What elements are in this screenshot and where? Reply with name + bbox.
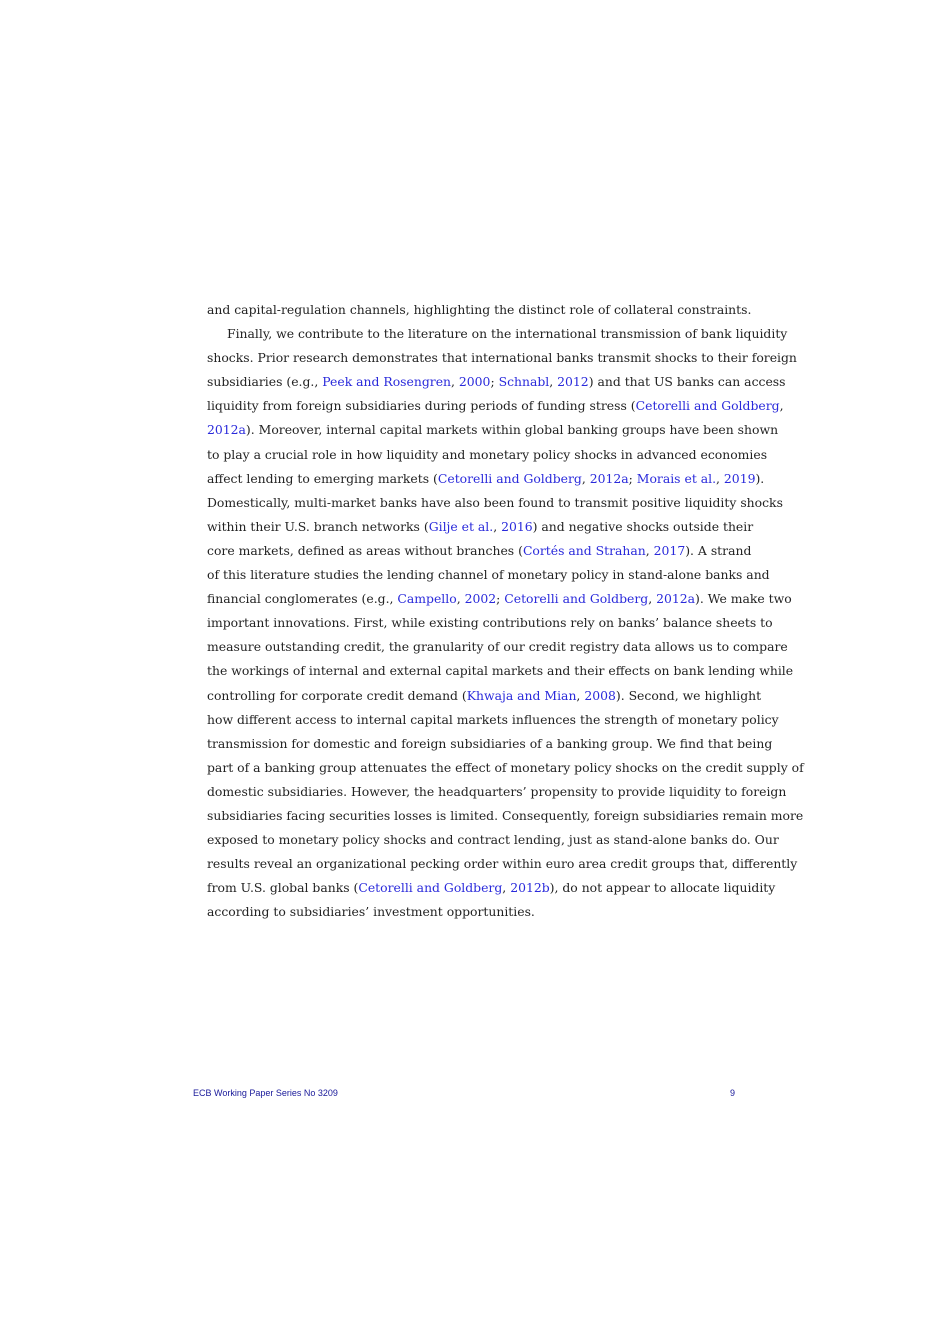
citation-link[interactable]: Cortés and Strahan bbox=[522, 542, 646, 558]
text-run: part of a banking group attenuates the effect of monetary policy shocks on the credit supply of bbox=[207, 759, 804, 775]
text-line bbox=[207, 780, 787, 804]
text-line bbox=[207, 852, 798, 876]
text-run: ; bbox=[496, 591, 505, 607]
text-run: ). Moreover, internal capital markets within global banking groups have been shown bbox=[245, 422, 779, 438]
text-run: liquidity from foreign subsidiaries during periods of funding stress ( bbox=[207, 398, 636, 414]
text-run: Domestically, multi-market banks have also been found to transmit positive liquidity shocks bbox=[207, 494, 783, 510]
text-line bbox=[207, 370, 786, 394]
page-number: 9 bbox=[729, 1088, 735, 1098]
citation-link[interactable]: 2012a bbox=[589, 470, 629, 486]
text-run: from U.S. global banks ( bbox=[207, 880, 359, 896]
text-line bbox=[207, 491, 783, 515]
text-run: and capital-regulation channels, highlighting the distinct role of collateral constraints. bbox=[207, 302, 752, 317]
citation-link[interactable]: Gilje et al. bbox=[428, 518, 494, 534]
text-run: core markets, defined as areas without branches ( bbox=[207, 542, 523, 558]
text-run: , bbox=[779, 398, 784, 414]
citation-link[interactable]: Cetorelli and Goldberg bbox=[437, 470, 582, 486]
citation-link[interactable]: Cetorelli and Goldberg bbox=[635, 398, 780, 414]
text-run: ) and negative shocks outside their bbox=[532, 518, 754, 534]
text-run: shocks. Prior research demonstrates that international banks transmit shocks to their foreign bbox=[207, 350, 797, 366]
citation-link[interactable]: 2012 bbox=[557, 374, 589, 390]
citation-link[interactable]: Cetorelli and Goldberg bbox=[358, 880, 503, 896]
text-run: results reveal an organizational pecking order within euro area credit groups that, differently bbox=[207, 856, 798, 872]
citation-link[interactable]: 2019 bbox=[723, 470, 756, 486]
text-run: how different access to internal capital markets influences the strength of monetary policy bbox=[207, 711, 779, 727]
text-run: Finally, we contribute to the literature on the international transmission of bank liquidity bbox=[227, 326, 788, 342]
text-line bbox=[207, 322, 788, 346]
page-footer bbox=[193, 1088, 735, 1102]
citation-link[interactable]: Morais et al. bbox=[636, 470, 717, 486]
text-run: transmission for domestic and foreign subsidiaries of a banking group. We find that being bbox=[207, 735, 773, 751]
text-run: ) and that US banks can access bbox=[588, 374, 786, 390]
citation-link[interactable]: 2012a bbox=[656, 591, 696, 607]
text-run: ). We make two bbox=[695, 591, 792, 607]
text-line bbox=[207, 659, 794, 683]
footer-series-label: ECB Working Paper Series No 3209 bbox=[193, 1088, 338, 1098]
citation-link[interactable]: 2012a bbox=[207, 422, 246, 438]
text-run: the workings of internal and external capital markets and their effects on bank lending while bbox=[207, 663, 794, 679]
text-line bbox=[207, 515, 754, 539]
text-run: subsidiaries (e.g., bbox=[207, 374, 323, 390]
citation-link[interactable]: 2000 bbox=[458, 374, 491, 390]
citation-link[interactable]: 2002 bbox=[464, 591, 497, 607]
text-run: , bbox=[581, 470, 590, 486]
text-line bbox=[207, 563, 770, 587]
text-line bbox=[207, 828, 779, 852]
text-run: financial conglomerates (e.g., bbox=[207, 591, 398, 607]
paper-body-text bbox=[207, 298, 804, 924]
text-line bbox=[207, 467, 765, 491]
text-line bbox=[207, 635, 788, 659]
citation-link[interactable]: Schnabl bbox=[498, 374, 550, 390]
text-run: ). Second, we highlight bbox=[615, 687, 762, 703]
citation-link[interactable]: Peek and Rosengren bbox=[322, 374, 452, 390]
text-line bbox=[207, 394, 784, 418]
text-run: according to subsidiaries’ investment opportunities. bbox=[207, 904, 535, 920]
text-run: , bbox=[648, 591, 657, 607]
text-run: , bbox=[576, 687, 585, 703]
text-run: , bbox=[493, 518, 502, 534]
text-line bbox=[207, 876, 776, 900]
text-line bbox=[207, 346, 797, 370]
text-run: to play a crucial role in how liquidity and monetary policy shocks in advanced economies bbox=[207, 446, 768, 462]
citation-link[interactable]: 2016 bbox=[501, 518, 533, 534]
text-run: , bbox=[716, 470, 724, 486]
text-run: , bbox=[549, 374, 558, 390]
text-line bbox=[207, 443, 768, 467]
text-run: exposed to monetary policy shocks and contract lending, just as stand-alone banks do. Our bbox=[207, 832, 779, 848]
citation-link[interactable]: Cetorelli and Goldberg bbox=[504, 591, 649, 607]
citation-link[interactable]: 2012b bbox=[510, 880, 550, 896]
text-run: subsidiaries facing securities losses is limited. Consequently, foreign subsidiaries remain more bbox=[207, 807, 804, 823]
text-run: ), do not appear to allocate liquidity bbox=[549, 880, 776, 896]
text-run: domestic subsidiaries. However, the headquarters’ propensity to provide liquidity to foreign bbox=[207, 783, 787, 799]
text-run: affect lending to emerging markets ( bbox=[207, 470, 438, 486]
text-run: , bbox=[456, 591, 465, 607]
text-run: , bbox=[502, 880, 511, 896]
citation-link[interactable]: Campello bbox=[397, 591, 457, 607]
text-run: of this literature studies the lending channel of monetary policy in stand-alone banks and bbox=[207, 567, 770, 583]
citation-link[interactable]: 2017 bbox=[653, 542, 686, 558]
text-line bbox=[207, 298, 752, 322]
text-run: measure outstanding credit, the granularity of our credit registry data allows us to compare bbox=[207, 639, 788, 655]
text-line bbox=[207, 587, 792, 611]
text-run: , bbox=[645, 542, 654, 558]
text-line bbox=[207, 708, 779, 732]
text-run: ). A strand bbox=[685, 542, 752, 558]
text-line bbox=[207, 900, 728, 924]
text-line bbox=[207, 418, 779, 442]
text-line bbox=[207, 756, 804, 780]
text-line bbox=[207, 732, 773, 756]
text-run: within their U.S. branch networks ( bbox=[207, 518, 429, 534]
text-run: ; bbox=[628, 470, 637, 486]
text-line bbox=[207, 684, 762, 708]
text-run: ; bbox=[490, 374, 499, 390]
citation-link[interactable]: 2008 bbox=[584, 687, 616, 703]
text-run: ). bbox=[755, 470, 765, 486]
text-line bbox=[207, 539, 752, 563]
text-run: important innovations. First, while existing contributions rely on banks’ balance sheets to bbox=[207, 615, 773, 631]
text-line bbox=[207, 611, 773, 635]
text-run: , bbox=[451, 374, 459, 390]
citation-link[interactable]: Khwaja and Mian bbox=[466, 687, 577, 703]
text-line bbox=[207, 804, 804, 828]
text-run: controlling for corporate credit demand ( bbox=[207, 687, 467, 703]
